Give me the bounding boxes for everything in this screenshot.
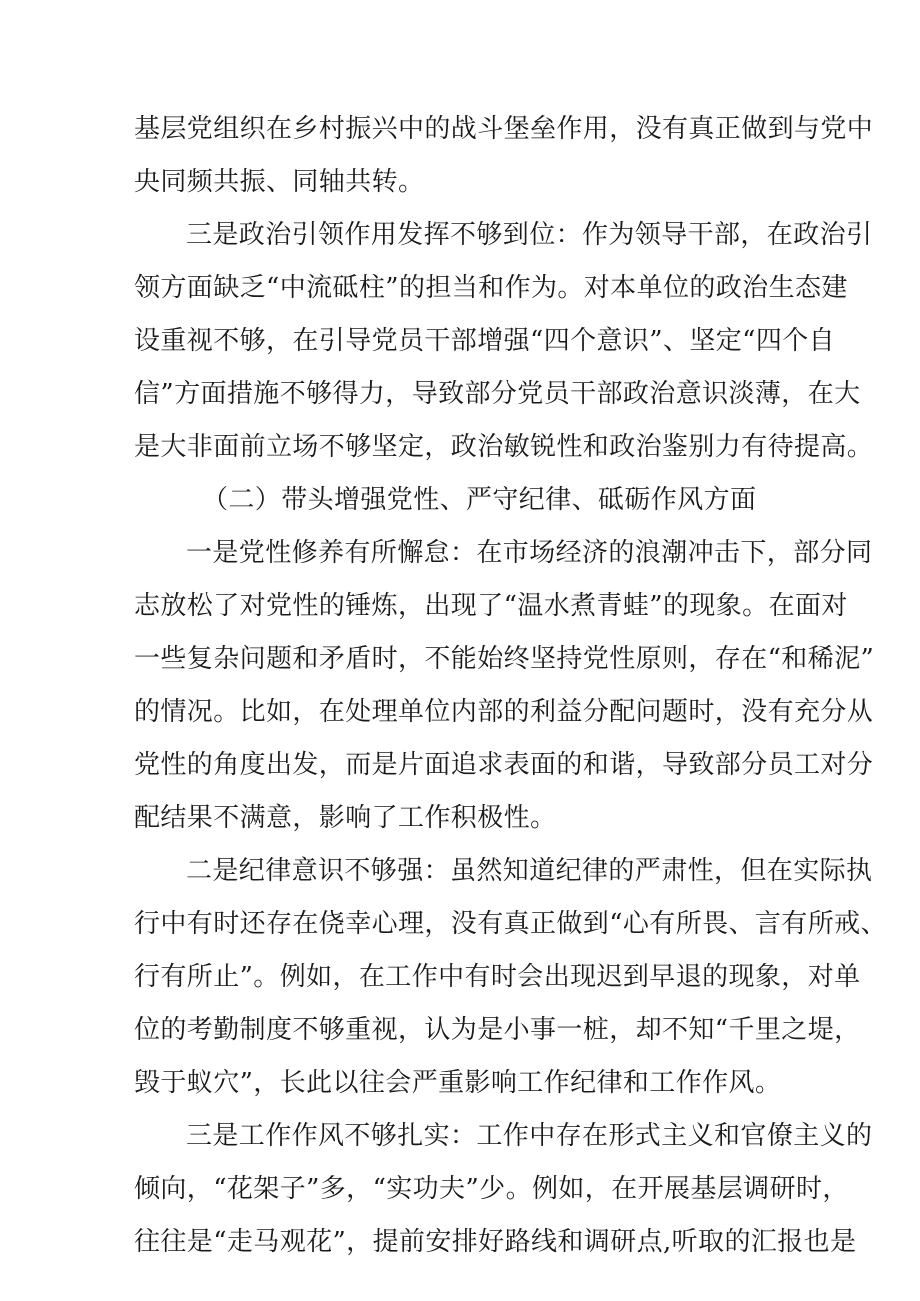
text-line: 位的考勤制度不够重视，认为是小事一桩，却不知“千里之堤， (134, 1015, 861, 1045)
paragraph-first-line: 三是政治引领作用发挥不够到位：作为领导干部，在政治引 (186, 220, 873, 250)
text-line: 毁于蚁穴”，长此以往会严重影响工作纪律和工作作风。 (134, 1068, 782, 1098)
text-line: 志放松了对党性的锤炼，出现了“温水煮青蛙”的现象。在面对 (134, 591, 848, 621)
text-line: 的情况。比如，在处理单位内部的利益分配问题时，没有充分从 (134, 697, 874, 727)
text-line: 设重视不够，在引导党员干部增强“四个意识”、坚定“四个自 (134, 326, 836, 356)
text-line: 领方面缺乏“中流砥柱”的担当和作为。对本单位的政治生态建 (134, 273, 848, 303)
text-line: 是大非面前立场不够坚定，政治敏锐性和政治鉴别力有待提高。 (134, 432, 874, 462)
text-line: 基层党组织在乡村振兴中的战斗堡垒作用，没有真正做到与党中 (134, 114, 874, 144)
text-line: 党性的角度出发，而是片面追求表面的和谐，导致部分员工对分 (134, 750, 874, 780)
text-line: 行中有时还存在侥幸心理，没有真正做到“心有所畏、言有所戒、 (134, 909, 887, 939)
text-line: 倾向，“花架子”多，“实功夫”少。例如，在开展基层调研时， (134, 1174, 849, 1204)
text-line: 往往是“走马观花”，提前安排好路线和调研点,听取的汇报也是 (134, 1227, 857, 1257)
text-line: 配结果不满意，影响了工作积极性。 (134, 803, 557, 833)
text-line: 一些复杂问题和矛盾时，不能始终坚持党性原则，存在“和稀泥” (134, 644, 875, 674)
section-heading: （二）带头增强党性、严守纪律、砥砺作风方面 (202, 485, 757, 515)
text-line: 行有所止”。例如，在工作中有时会出现迟到早退的现象，对单 (134, 962, 861, 992)
paragraph-first-line: 一是党性修养有所懈怠：在市场经济的浪潮冲击下，部分同 (186, 538, 873, 568)
paragraph-first-line: 二是纪律意识不够强：虽然知道纪律的严肃性，但在实际执 (186, 856, 873, 886)
text-line: 信”方面措施不够得力，导致部分党员干部政治意识淡薄，在大 (134, 379, 861, 409)
text-line: 央同频共振、同轴共转。 (134, 167, 425, 197)
paragraph-first-line: 三是工作作风不够扎实：工作中存在形式主义和官僚主义的 (186, 1121, 873, 1151)
